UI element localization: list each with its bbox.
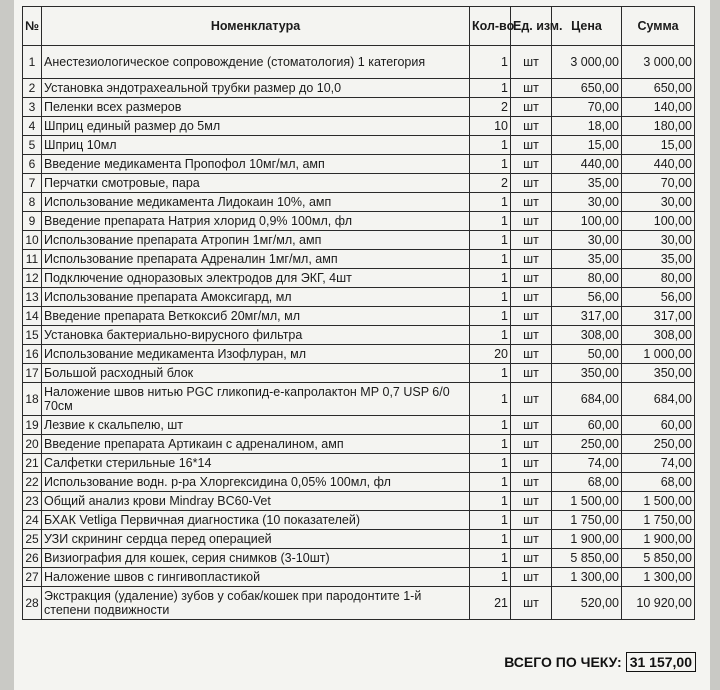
table-row [23, 155, 695, 174]
table-row [23, 307, 695, 326]
row-item-name: Использование препарата Амоксигард, мл [42, 288, 470, 307]
row-number: 23 [23, 492, 42, 511]
row-price: 68,00 [552, 473, 622, 492]
row-number: 12 [23, 269, 42, 288]
row-sum: 1 750,00 [622, 511, 695, 530]
row-quantity: 1 [470, 288, 511, 307]
table-row [23, 136, 695, 155]
table-row [23, 383, 695, 416]
row-price: 100,00 [552, 212, 622, 231]
row-item-name: Использование медикамента Изофлуран, мл [42, 345, 470, 364]
row-unit: шт [511, 136, 552, 155]
row-item-name: Установка эндотрахеальной трубки размер до 10,0 [42, 79, 470, 98]
row-sum: 80,00 [622, 269, 695, 288]
row-sum: 1 500,00 [622, 492, 695, 511]
row-sum: 15,00 [622, 136, 695, 155]
row-unit: шт [511, 307, 552, 326]
row-sum: 74,00 [622, 454, 695, 473]
row-number: 14 [23, 307, 42, 326]
row-quantity: 1 [470, 269, 511, 288]
row-price: 1 750,00 [552, 511, 622, 530]
row-price: 56,00 [552, 288, 622, 307]
row-quantity: 1 [470, 155, 511, 174]
row-quantity: 1 [470, 549, 511, 568]
row-number: 9 [23, 212, 42, 231]
row-sum: 1 000,00 [622, 345, 695, 364]
row-sum: 440,00 [622, 155, 695, 174]
row-unit: шт [511, 568, 552, 587]
table-row [23, 288, 695, 307]
table-row [23, 174, 695, 193]
row-number: 17 [23, 364, 42, 383]
row-item-name: Шприц 10мл [42, 136, 470, 155]
row-number: 25 [23, 530, 42, 549]
row-sum: 308,00 [622, 326, 695, 345]
table-row [23, 416, 695, 435]
row-item-name: Экстракция (удаление) зубов у собак/кошек при пародонтите 1-й степени подвижности [42, 587, 470, 620]
row-item-name: Наложение швов нитью PGC гликопид-е-капролактон МР 0,7 USP 6/0 70см [42, 383, 470, 416]
row-price: 650,00 [552, 79, 622, 98]
table-row [23, 231, 695, 250]
row-unit: шт [511, 212, 552, 231]
row-unit: шт [511, 155, 552, 174]
row-number: 27 [23, 568, 42, 587]
row-number: 7 [23, 174, 42, 193]
row-quantity: 1 [470, 307, 511, 326]
row-quantity: 1 [470, 454, 511, 473]
row-quantity: 10 [470, 117, 511, 136]
row-item-name: Использование препарата Адреналин 1мг/мл, амп [42, 250, 470, 269]
row-sum: 10 920,00 [622, 587, 695, 620]
header-sum: Сумма [622, 7, 695, 46]
row-unit: шт [511, 473, 552, 492]
table-row [23, 473, 695, 492]
row-price: 18,00 [552, 117, 622, 136]
row-price: 15,00 [552, 136, 622, 155]
row-price: 50,00 [552, 345, 622, 364]
row-sum: 140,00 [622, 98, 695, 117]
table-row [23, 549, 695, 568]
row-item-name: БХАК Vetliga Первичная диагностика (10 показателей) [42, 511, 470, 530]
row-sum: 5 850,00 [622, 549, 695, 568]
row-quantity: 1 [470, 416, 511, 435]
row-number: 22 [23, 473, 42, 492]
row-sum: 30,00 [622, 193, 695, 212]
row-unit: шт [511, 549, 552, 568]
row-item-name: Визиография для кошек, серия снимков (3-10шт) [42, 549, 470, 568]
row-unit: шт [511, 511, 552, 530]
row-quantity: 1 [470, 435, 511, 454]
table-row [23, 79, 695, 98]
row-quantity: 1 [470, 473, 511, 492]
row-sum: 68,00 [622, 473, 695, 492]
table-row [23, 193, 695, 212]
row-item-name: Использование медикамента Лидокаин 10%, амп [42, 193, 470, 212]
row-price: 520,00 [552, 587, 622, 620]
table-row [23, 511, 695, 530]
receipt-total [504, 652, 696, 672]
row-price: 3 000,00 [552, 46, 622, 79]
row-item-name: Введение препарата Артикаин с адреналином, амп [42, 435, 470, 454]
row-price: 5 850,00 [552, 549, 622, 568]
invoice-table [22, 6, 695, 620]
row-unit: шт [511, 492, 552, 511]
row-price: 74,00 [552, 454, 622, 473]
row-quantity: 1 [470, 364, 511, 383]
row-number: 11 [23, 250, 42, 269]
row-price: 1 900,00 [552, 530, 622, 549]
row-number: 15 [23, 326, 42, 345]
row-price: 317,00 [552, 307, 622, 326]
row-unit: шт [511, 530, 552, 549]
row-number: 4 [23, 117, 42, 136]
row-quantity: 1 [470, 231, 511, 250]
row-unit: шт [511, 435, 552, 454]
row-quantity: 1 [470, 511, 511, 530]
row-unit: шт [511, 231, 552, 250]
row-number: 13 [23, 288, 42, 307]
row-number: 10 [23, 231, 42, 250]
row-quantity: 1 [470, 46, 511, 79]
total-value: 31 157,00 [626, 652, 696, 672]
table-row [23, 117, 695, 136]
row-price: 440,00 [552, 155, 622, 174]
row-sum: 180,00 [622, 117, 695, 136]
row-quantity: 2 [470, 98, 511, 117]
row-sum: 35,00 [622, 250, 695, 269]
table-row [23, 454, 695, 473]
row-quantity: 1 [470, 250, 511, 269]
row-item-name: Общий анализ крови Mindray BC60-Vet [42, 492, 470, 511]
row-number: 1 [23, 46, 42, 79]
row-item-name: Анестезиологическое сопровождение (стоматология) 1 категория [42, 46, 470, 79]
row-number: 21 [23, 454, 42, 473]
table-row [23, 269, 695, 288]
row-sum: 3 000,00 [622, 46, 695, 79]
row-unit: шт [511, 587, 552, 620]
table-row [23, 364, 695, 383]
row-quantity: 1 [470, 383, 511, 416]
row-unit: шт [511, 288, 552, 307]
row-unit: шт [511, 383, 552, 416]
row-item-name: Использование препарата Атропин 1мг/мл, амп [42, 231, 470, 250]
table-row [23, 212, 695, 231]
row-sum: 317,00 [622, 307, 695, 326]
row-quantity: 1 [470, 326, 511, 345]
row-unit: шт [511, 98, 552, 117]
row-quantity: 2 [470, 174, 511, 193]
table-header-row [23, 7, 695, 46]
row-price: 35,00 [552, 250, 622, 269]
row-sum: 1 300,00 [622, 568, 695, 587]
row-price: 30,00 [552, 231, 622, 250]
table-row [23, 250, 695, 269]
row-item-name: Пеленки всех размеров [42, 98, 470, 117]
row-price: 250,00 [552, 435, 622, 454]
table-row [23, 568, 695, 587]
table-row [23, 587, 695, 620]
row-number: 16 [23, 345, 42, 364]
table-row [23, 345, 695, 364]
header-price: Цена [552, 7, 622, 46]
row-item-name: Большой расходный блок [42, 364, 470, 383]
row-unit: шт [511, 345, 552, 364]
row-quantity: 20 [470, 345, 511, 364]
row-sum: 1 900,00 [622, 530, 695, 549]
row-price: 30,00 [552, 193, 622, 212]
row-price: 35,00 [552, 174, 622, 193]
row-item-name: Введение препарата Веткоксиб 20мг/мл, мл [42, 307, 470, 326]
row-item-name: Введение препарата Натрия хлорид 0,9% 100мл, фл [42, 212, 470, 231]
row-number: 5 [23, 136, 42, 155]
row-quantity: 1 [470, 530, 511, 549]
header-name: Номенклатура [42, 7, 470, 46]
row-unit: шт [511, 454, 552, 473]
table-row [23, 326, 695, 345]
row-unit: шт [511, 326, 552, 345]
row-quantity: 1 [470, 79, 511, 98]
total-label: ВСЕГО ПО ЧЕКУ: [504, 654, 622, 670]
row-item-name: Введение медикамента Пропофол 10мг/мл, амп [42, 155, 470, 174]
header-unit: Ед. изм. [511, 7, 552, 46]
row-price: 684,00 [552, 383, 622, 416]
row-quantity: 1 [470, 136, 511, 155]
row-item-name: Установка бактериально-вирусного фильтра [42, 326, 470, 345]
row-price: 80,00 [552, 269, 622, 288]
row-unit: шт [511, 193, 552, 212]
row-item-name: Перчатки смотровые, пара [42, 174, 470, 193]
row-quantity: 1 [470, 568, 511, 587]
row-sum: 70,00 [622, 174, 695, 193]
row-number: 28 [23, 587, 42, 620]
row-number: 18 [23, 383, 42, 416]
row-item-name: УЗИ скрининг сердца перед операцией [42, 530, 470, 549]
row-number: 8 [23, 193, 42, 212]
row-price: 308,00 [552, 326, 622, 345]
row-price: 350,00 [552, 364, 622, 383]
row-number: 24 [23, 511, 42, 530]
table-row [23, 98, 695, 117]
row-number: 19 [23, 416, 42, 435]
row-unit: шт [511, 174, 552, 193]
row-number: 2 [23, 79, 42, 98]
row-item-name: Шприц единый размер до 5мл [42, 117, 470, 136]
row-item-name: Подключение одноразовых электродов для ЭКГ, 4шт [42, 269, 470, 288]
row-number: 6 [23, 155, 42, 174]
row-quantity: 1 [470, 492, 511, 511]
row-sum: 650,00 [622, 79, 695, 98]
header-number: № [23, 7, 42, 46]
row-unit: шт [511, 79, 552, 98]
row-item-name: Лезвие к скальпелю, шт [42, 416, 470, 435]
row-price: 70,00 [552, 98, 622, 117]
row-unit: шт [511, 46, 552, 79]
table-row [23, 530, 695, 549]
row-number: 26 [23, 549, 42, 568]
row-sum: 30,00 [622, 231, 695, 250]
row-number: 20 [23, 435, 42, 454]
row-unit: шт [511, 269, 552, 288]
row-price: 60,00 [552, 416, 622, 435]
receipt-sheet [14, 0, 710, 690]
row-sum: 250,00 [622, 435, 695, 454]
row-quantity: 1 [470, 212, 511, 231]
row-unit: шт [511, 416, 552, 435]
row-unit: шт [511, 250, 552, 269]
row-sum: 684,00 [622, 383, 695, 416]
table-row [23, 46, 695, 79]
row-unit: шт [511, 364, 552, 383]
row-price: 1 300,00 [552, 568, 622, 587]
row-sum: 56,00 [622, 288, 695, 307]
row-item-name: Использование водн. р-ра Хлоргексидина 0,05% 100мл, фл [42, 473, 470, 492]
row-unit: шт [511, 117, 552, 136]
header-quantity: Кол-во [470, 7, 511, 46]
row-price: 1 500,00 [552, 492, 622, 511]
row-sum: 60,00 [622, 416, 695, 435]
table-row [23, 435, 695, 454]
row-sum: 100,00 [622, 212, 695, 231]
row-quantity: 21 [470, 587, 511, 620]
row-item-name: Наложение швов с гингивопластикой [42, 568, 470, 587]
row-item-name: Салфетки стерильные 16*14 [42, 454, 470, 473]
row-sum: 350,00 [622, 364, 695, 383]
table-row [23, 492, 695, 511]
row-number: 3 [23, 98, 42, 117]
row-quantity: 1 [470, 193, 511, 212]
